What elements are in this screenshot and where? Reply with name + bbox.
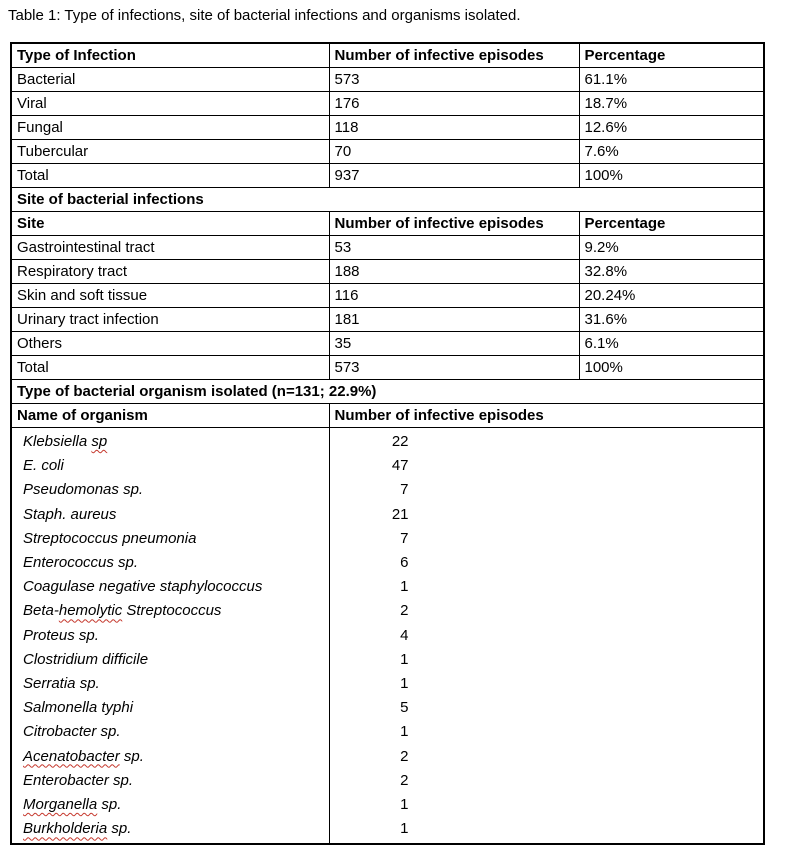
table-cell: Skin and soft tissue (11, 284, 329, 308)
organism-count: 21 (391, 505, 409, 523)
table-cell: Others (11, 332, 329, 356)
table-row (11, 260, 764, 284)
organism-name-text: Enterococcus sp. (23, 554, 139, 572)
table-cell: 7.6% (579, 140, 764, 164)
organism-name-text: sp. (119, 747, 144, 765)
organism-name (17, 624, 325, 648)
organism-name (17, 454, 325, 478)
organism-name (17, 551, 325, 575)
organism-count: 2 (400, 747, 409, 765)
section-title: Site of bacterial infections (11, 188, 764, 212)
column-header: Number of infective episodes (329, 404, 764, 428)
organism-count: 7 (400, 529, 409, 547)
table-cell: 20.24% (579, 284, 764, 308)
table-cell: Tubercular (11, 140, 329, 164)
column-header: Number of infective episodes (329, 43, 579, 68)
organism-name-text: Coagulase negative staphylococcus (23, 578, 263, 596)
table-cell: 573 (329, 68, 579, 92)
table-row (11, 92, 764, 116)
table-cell: 100% (579, 356, 764, 380)
section-title-row (11, 188, 764, 212)
organism-name-text: Enterobacter sp. (23, 771, 134, 789)
table-cell: 100% (579, 164, 764, 188)
table-cell: 6.1% (579, 332, 764, 356)
organism-count: 6 (400, 554, 409, 572)
table-cell: 116 (329, 284, 579, 308)
organism-count: 1 (400, 578, 409, 596)
table-cell: 937 (329, 164, 579, 188)
organism-list-row (11, 428, 764, 845)
organism-name-text: Salmonella typhi (23, 699, 134, 717)
table-row (11, 236, 764, 260)
organism-count: 22 (391, 433, 409, 450)
organism-name-text: Klebsiella (23, 433, 92, 450)
organism-count: 4 (400, 626, 409, 644)
organism-count: 2 (400, 602, 409, 620)
organism-name-text: sp. (107, 820, 132, 838)
section-title-row (11, 380, 764, 404)
table-cell: Total (11, 164, 329, 188)
column-header: Percentage (579, 43, 764, 68)
column-header: Name of organism (11, 404, 329, 428)
organism-name (17, 769, 325, 793)
organism-count: 2 (400, 771, 409, 789)
organism-count: 5 (400, 699, 409, 717)
table-cell: Respiratory tract (11, 260, 329, 284)
table-cell: 573 (329, 356, 579, 380)
organism-name-text: Clostridium difficile (23, 650, 149, 668)
table-cell: Bacterial (11, 68, 329, 92)
organism-name-text: Streptococcus (122, 602, 222, 620)
header-row (11, 404, 764, 428)
table-cell: 61.1% (579, 68, 764, 92)
table-cell: 181 (329, 308, 579, 332)
table-cell: 18.7% (579, 92, 764, 116)
organism-name-text: Beta- (23, 602, 59, 620)
header-row (11, 43, 764, 68)
column-header: Type of Infection (11, 43, 329, 68)
table-row (11, 164, 764, 188)
table-cell: Total (11, 356, 329, 380)
table-cell: Viral (11, 92, 329, 116)
table-row (11, 284, 764, 308)
table-cell: 12.6% (579, 116, 764, 140)
organism-names-cell (11, 428, 329, 845)
organism-name-text: E. coli (23, 457, 64, 475)
table-cell: 31.6% (579, 308, 764, 332)
organism-count: 1 (400, 675, 409, 693)
table-row (11, 356, 764, 380)
header-row (11, 212, 764, 236)
column-header: Percentage (579, 212, 764, 236)
organism-name (17, 575, 325, 599)
organism-count: 47 (391, 457, 409, 475)
organism-count: 1 (400, 796, 409, 814)
organism-name (17, 720, 325, 744)
organism-count: 1 (400, 650, 409, 668)
table-cell: 35 (329, 332, 579, 356)
table-cell: Gastrointestinal tract (11, 236, 329, 260)
infections-table (10, 42, 765, 845)
organism-name-text: Proteus sp. (23, 626, 99, 644)
organism-name (17, 817, 325, 841)
organism-count: 7 (400, 481, 409, 499)
organism-name (17, 478, 325, 502)
section-title: Type of bacterial organism isolated (n=131; 22.9%) (11, 380, 764, 404)
table-row (11, 116, 764, 140)
table-cell: 70 (329, 140, 579, 164)
column-header: Number of infective episodes (329, 212, 579, 236)
misspelled-word: Burkholderia (23, 820, 108, 838)
table-cell: Urinary tract infection (11, 308, 329, 332)
organism-name (17, 430, 325, 454)
misspelled-word: hemolytic (58, 602, 123, 620)
organism-name (17, 745, 325, 769)
organism-name-text: Pseudomonas sp. (23, 481, 144, 499)
organism-name-text: Citrobacter sp. (23, 723, 121, 741)
organism-name-text: sp. (97, 796, 122, 814)
table-row (11, 140, 764, 164)
table-cell: 53 (329, 236, 579, 260)
table-cell: 176 (329, 92, 579, 116)
organism-name (17, 599, 325, 623)
misspelled-word: sp (91, 433, 108, 450)
organism-name (17, 503, 325, 527)
organism-name (17, 672, 325, 696)
table-cell: 118 (329, 116, 579, 140)
misspelled-word: Acenatobacter (23, 747, 120, 765)
table-cell: 32.8% (579, 260, 764, 284)
organism-name (17, 793, 325, 817)
organism-counts-cell (329, 428, 764, 845)
organism-name (17, 648, 325, 672)
organism-name-text: Staph. aureus (23, 505, 117, 523)
table-cell: Fungal (11, 116, 329, 140)
table-row (11, 68, 764, 92)
organism-name-text: Streptococcus pneumonia (23, 529, 197, 547)
organism-name (17, 696, 325, 720)
organism-name (17, 527, 325, 551)
organism-count: 1 (400, 723, 409, 741)
organism-name-text: Serratia sp. (23, 675, 100, 693)
table-row (11, 332, 764, 356)
table-row (11, 308, 764, 332)
column-header: Site (11, 212, 329, 236)
table-caption: Table 1: Type of infections, site of bacterial infections and organisms isolated. (8, 7, 521, 24)
table-cell: 188 (329, 260, 579, 284)
table-cell: 9.2% (579, 236, 764, 260)
misspelled-word: Morganella (23, 796, 98, 814)
organism-count: 1 (400, 820, 409, 838)
